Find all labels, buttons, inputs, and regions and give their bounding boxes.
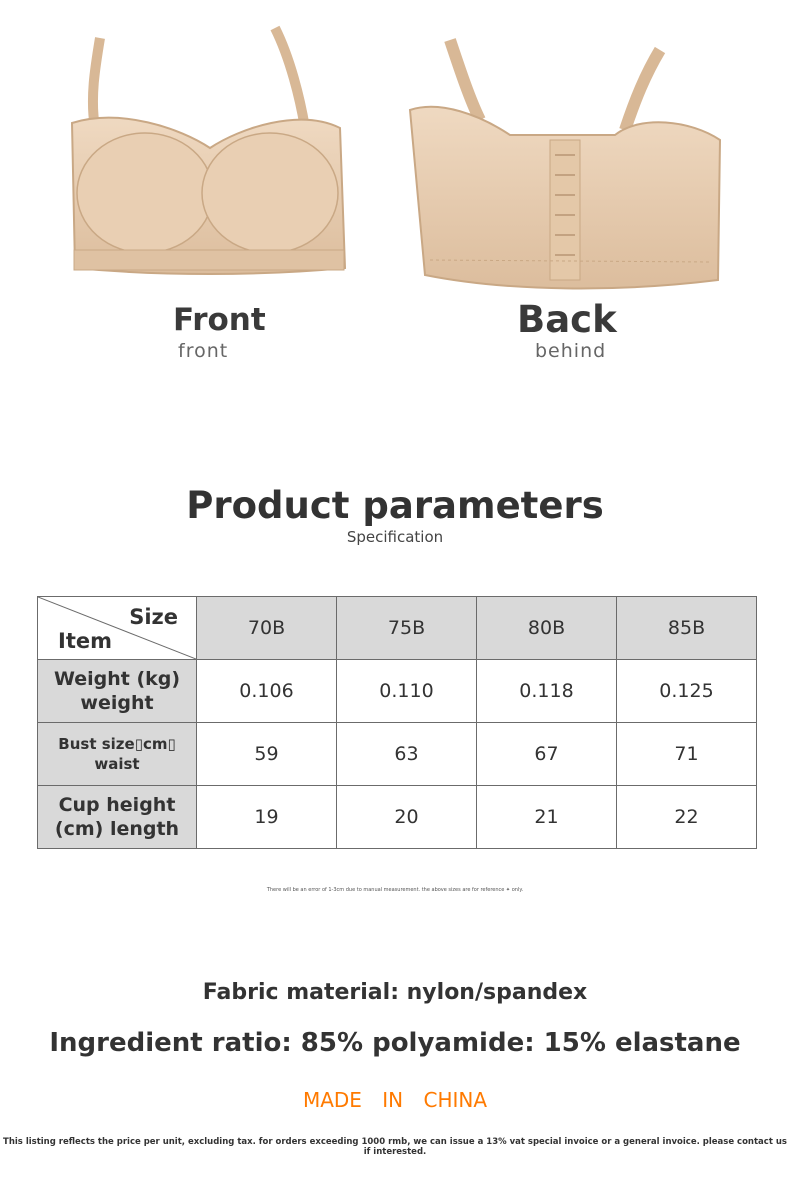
table-row [38, 660, 757, 723]
table-cell: 19 [197, 786, 337, 849]
front-view-subtitle: front [178, 340, 229, 362]
made-in-china: MADE IN CHINA [302, 1088, 488, 1112]
ingredient-ratio: Ingredient ratio: 85% polyamide: 15% elastane [49, 1028, 741, 1058]
size-spec-table [37, 596, 757, 849]
row-label-bust [38, 723, 197, 786]
row-label-line1: Cup height [58, 794, 176, 816]
table-cell: 0.125 [617, 660, 757, 723]
table-header-row [38, 597, 757, 660]
corner-item-label: Item [58, 629, 112, 653]
size-header: 70B [197, 597, 337, 660]
fabric-material: Fabric material: nylon/spandex [202, 980, 588, 1005]
section-subtitle: Specification [346, 528, 444, 546]
row-label-line2: weight [80, 692, 154, 714]
table-cell: 20 [337, 786, 477, 849]
row-label-line1: Bust size▯cm▯ [58, 735, 176, 753]
table-cell: 67 [477, 723, 617, 786]
table-cell: 63 [337, 723, 477, 786]
table-row [38, 786, 757, 849]
back-view-subtitle: behind [535, 340, 607, 362]
size-header: 85B [617, 597, 757, 660]
table-cell: 0.118 [477, 660, 617, 723]
row-label-cup-height [38, 786, 197, 849]
row-label-weight [38, 660, 197, 723]
table-row [38, 723, 757, 786]
size-header: 80B [477, 597, 617, 660]
table-cell: 59 [197, 723, 337, 786]
bra-front-image [60, 18, 360, 288]
table-corner-cell [38, 597, 197, 660]
measurement-note: There will be an error of 1-3cm due to manual measurement. the above sizes are for reference ✦ only. [266, 887, 524, 893]
back-view-title: Back [517, 298, 617, 341]
front-view-title: Front [173, 302, 266, 338]
section-title: Product parameters [186, 484, 604, 527]
row-label-line2: (cm) length [54, 818, 180, 840]
row-label-line2: waist [94, 755, 140, 773]
table-cell: 21 [477, 786, 617, 849]
size-header: 75B [337, 597, 477, 660]
table-cell: 22 [617, 786, 757, 849]
corner-size-label: Size [129, 605, 178, 629]
bra-back-image [400, 30, 730, 300]
table-cell: 0.106 [197, 660, 337, 723]
footer-disclaimer: This listing reflects the price per unit, excluding tax. for orders exceeding 1000 rmb, we can issue a 13% vat special invoice or a general invoice. please contact us if interested. [3, 1137, 787, 1157]
table-cell: 71 [617, 723, 757, 786]
table-cell: 0.110 [337, 660, 477, 723]
row-label-line1: Weight (kg) [53, 668, 181, 690]
